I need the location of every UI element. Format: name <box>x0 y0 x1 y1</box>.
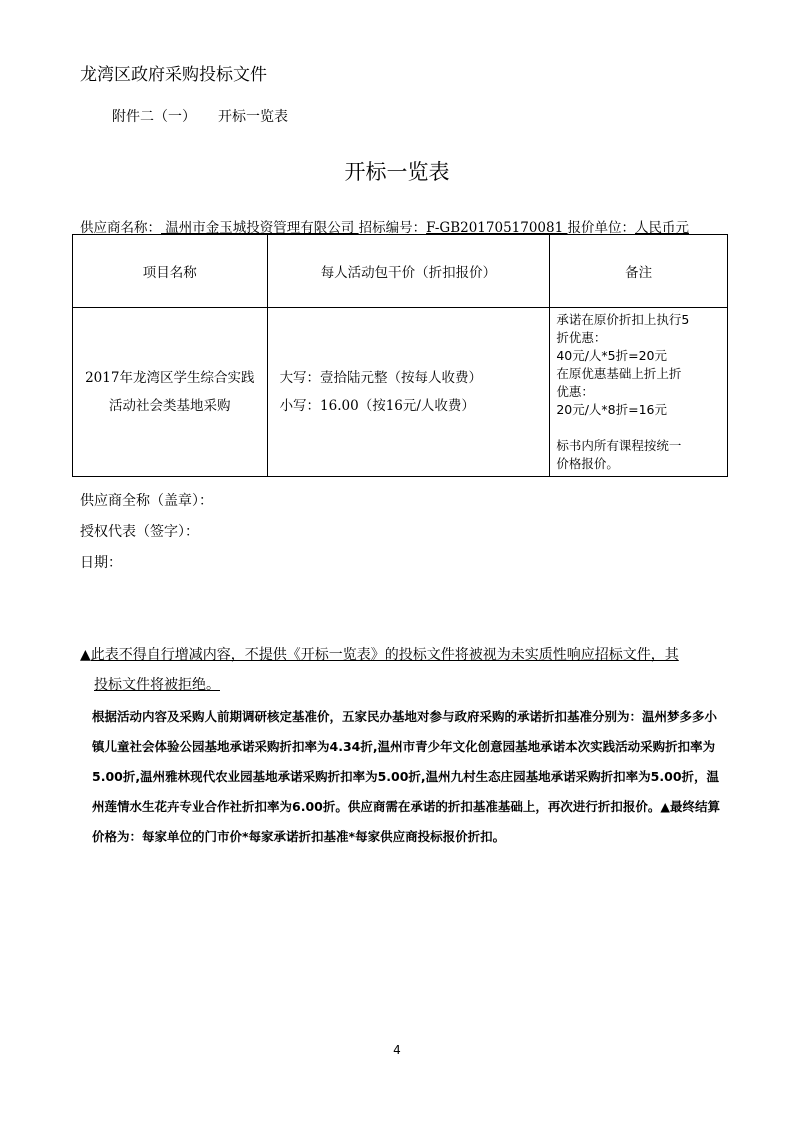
bid-summary-table <box>72 234 728 477</box>
remark-line: 40元/人*5折=20元 <box>556 348 668 363</box>
header-price: 每人活动包干价（折扣报价） <box>267 235 550 308</box>
discount-explanation-paragraph: 根据活动内容及采购人前期调研核定基准价，五家民办基地对参与政府采购的承诺折扣基准分别为：温州梦多多小镇儿童社会体验公园基地承诺采购折扣率为4.34折,温州市青少年文化创意园基地承诺本次实践活动采购折扣率为 5.00折,温州雅林现代农业园基地承诺采购折扣率为5.00折,温州九村生态庄园基地承诺采购折扣率为5.00折，温州莲情水生花卉专业合作社折扣率为6.00折。供应商需在承诺的折扣基准基础上，再次进行折扣报价。▲最终结算价格为：每家单位的门市价*每家承诺折扣基准*每家供应商投标报价折扣。 <box>92 709 720 844</box>
date-label: 日期： <box>80 555 122 571</box>
remark-line: 标书内所有课程按统一 <box>556 438 682 453</box>
bid-no-label: 招标编号： <box>358 220 427 236</box>
remark-line: 承诺在原价折扣上执行5 <box>556 312 690 327</box>
remark-line: 在原优惠基础上折上折 <box>556 366 682 381</box>
bid-no-value: F-GB201705170081 <box>426 220 568 236</box>
currency-value: 人民币元 <box>634 220 689 236</box>
warning-note <box>80 640 720 700</box>
table-header-row <box>73 235 728 308</box>
remark-line <box>556 419 721 437</box>
project-name-cell <box>73 308 268 477</box>
project-name-line2: 活动社会类基地采购 <box>109 398 231 414</box>
remark-line: 20元/人*8折=16元 <box>556 402 668 417</box>
annex-title: 开标一览表 <box>218 109 288 125</box>
remark-line: 折优惠： <box>556 330 607 345</box>
remark-line: 优惠： <box>556 384 594 399</box>
project-name-line1: 2017年龙湾区学生综合实践 <box>85 370 255 386</box>
price-lower: 小写：16.00（按16元/人收费） <box>279 398 475 414</box>
warning-triangle-icon: ▲ <box>80 647 91 663</box>
annex-heading <box>112 106 288 126</box>
header-remarks: 备注 <box>550 235 728 308</box>
page-title: 开标一览表 <box>344 160 450 184</box>
page-number: 4 <box>393 1043 401 1057</box>
company-seal-label: 供应商全称（盖章）： <box>80 493 213 509</box>
remarks-cell <box>550 308 728 477</box>
supplier-info-line <box>80 216 689 236</box>
document-header-title: 龙湾区政府采购投标文件 <box>80 65 267 85</box>
currency-label: 报价单位： <box>567 220 635 236</box>
supplier-label: 供应商名称： <box>80 220 161 236</box>
table-row <box>73 308 728 477</box>
warning-line1: 此表不得自行增减内容，不提供《开标一览表》的投标文件将被视为未实质性响应招标文件，其 <box>90 647 679 663</box>
price-cell <box>267 308 550 477</box>
supplier-value: 温州市金玉城投资管理有限公司 <box>161 220 359 236</box>
authorized-rep-label: 授权代表（签字）： <box>80 524 199 540</box>
price-upper: 大写：壹拾陆元整（按每人收费） <box>279 370 483 386</box>
warning-line2: 投标文件将被拒绝。 <box>94 677 220 693</box>
remark-line: 价格报价。 <box>556 456 619 471</box>
header-project-name: 项目名称 <box>73 235 268 308</box>
annex-label: 附件二（一） <box>112 109 196 125</box>
